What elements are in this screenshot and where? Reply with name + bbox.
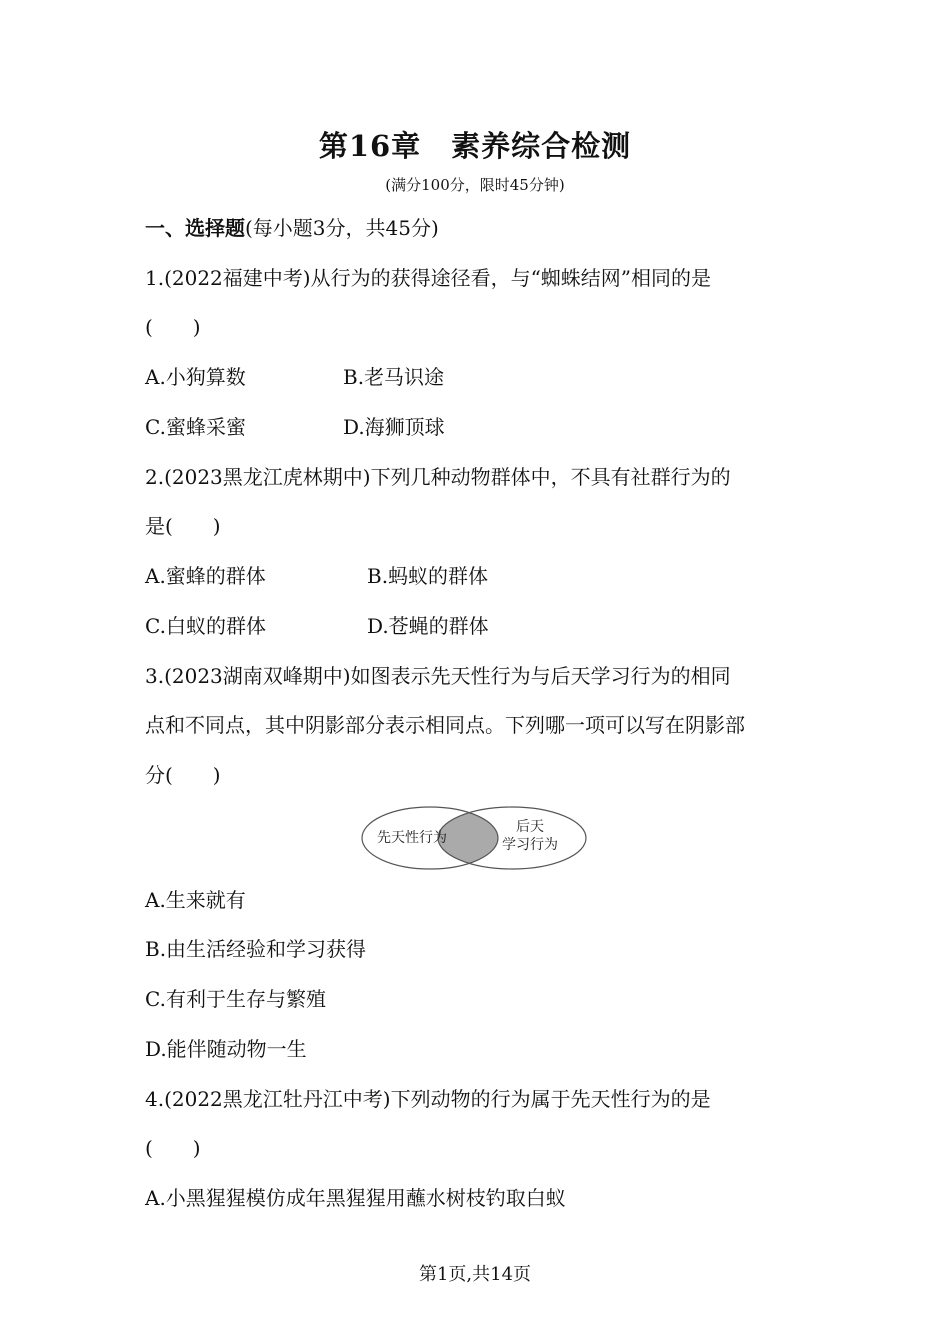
q3-stem-line3: 分( ) [145, 763, 221, 787]
q2-stem-line1: 2.(2023黑龙江虎林期中)下列几种动物群体中，不具有社群行为的 [145, 465, 731, 489]
page-title: 第16章 素养综合检测 [318, 129, 632, 163]
q2-option-a: A.蜜蜂的群体 [145, 564, 266, 588]
q1-option-a: A.小狗算数 [145, 365, 246, 389]
page-subtitle: (满分100分，限时45分钟) [385, 176, 565, 194]
venn-left-label: 先天性行为 [377, 830, 447, 846]
q3-stem-line2: 点和不同点，其中阴影部分表示相同点。下列哪一项可以写在阴影部 [145, 713, 745, 737]
q2-option-d: D.苍蝇的群体 [367, 614, 489, 638]
venn-right-label-2: 学习行为 [502, 837, 558, 853]
section-heading [145, 214, 439, 242]
q1-option-d: D.海狮顶球 [343, 415, 445, 439]
venn-diagram [360, 805, 590, 871]
q1-stem-line1: 1.(2022福建中考)从行为的获得途径看，与“蜘蛛结网”相同的是 [145, 266, 712, 290]
page-footer: 第1页,共14页 [418, 1264, 532, 1285]
q3-option-b: B.由生活经验和学习获得 [145, 937, 367, 961]
q2-option-b: B.蚂蚁的群体 [367, 564, 489, 588]
q1-stem-line2: ( ) [145, 315, 201, 339]
q1-option-c: C.蜜蜂采蜜 [145, 415, 246, 439]
q4-option-a: A.小黑猩猩模仿成年黑猩猩用蘸水树枝钓取白蚁 [145, 1186, 566, 1210]
section-note: (每小题3分，共45分) [245, 216, 439, 240]
q2-stem-line2: 是( ) [145, 514, 221, 538]
q3-stem-line1: 3.(2023湖南双峰期中)如图表示先天性行为与后天学习行为的相同 [145, 664, 731, 688]
q4-stem-line1: 4.(2022黑龙江牡丹江中考)下列动物的行为属于先天性行为的是 [145, 1087, 711, 1111]
q3-option-d: D.能伴随动物一生 [145, 1037, 307, 1061]
q3-option-c: C.有利于生存与繁殖 [145, 987, 326, 1011]
section-label: 一、选择题 [145, 216, 245, 240]
q1-option-b: B.老马识途 [343, 365, 445, 389]
q2-option-c: C.白蚁的群体 [145, 614, 266, 638]
q4-stem-line2: ( ) [145, 1136, 201, 1160]
venn-right-label-1: 后天 [516, 819, 544, 835]
q3-option-a: A.生来就有 [145, 888, 246, 912]
